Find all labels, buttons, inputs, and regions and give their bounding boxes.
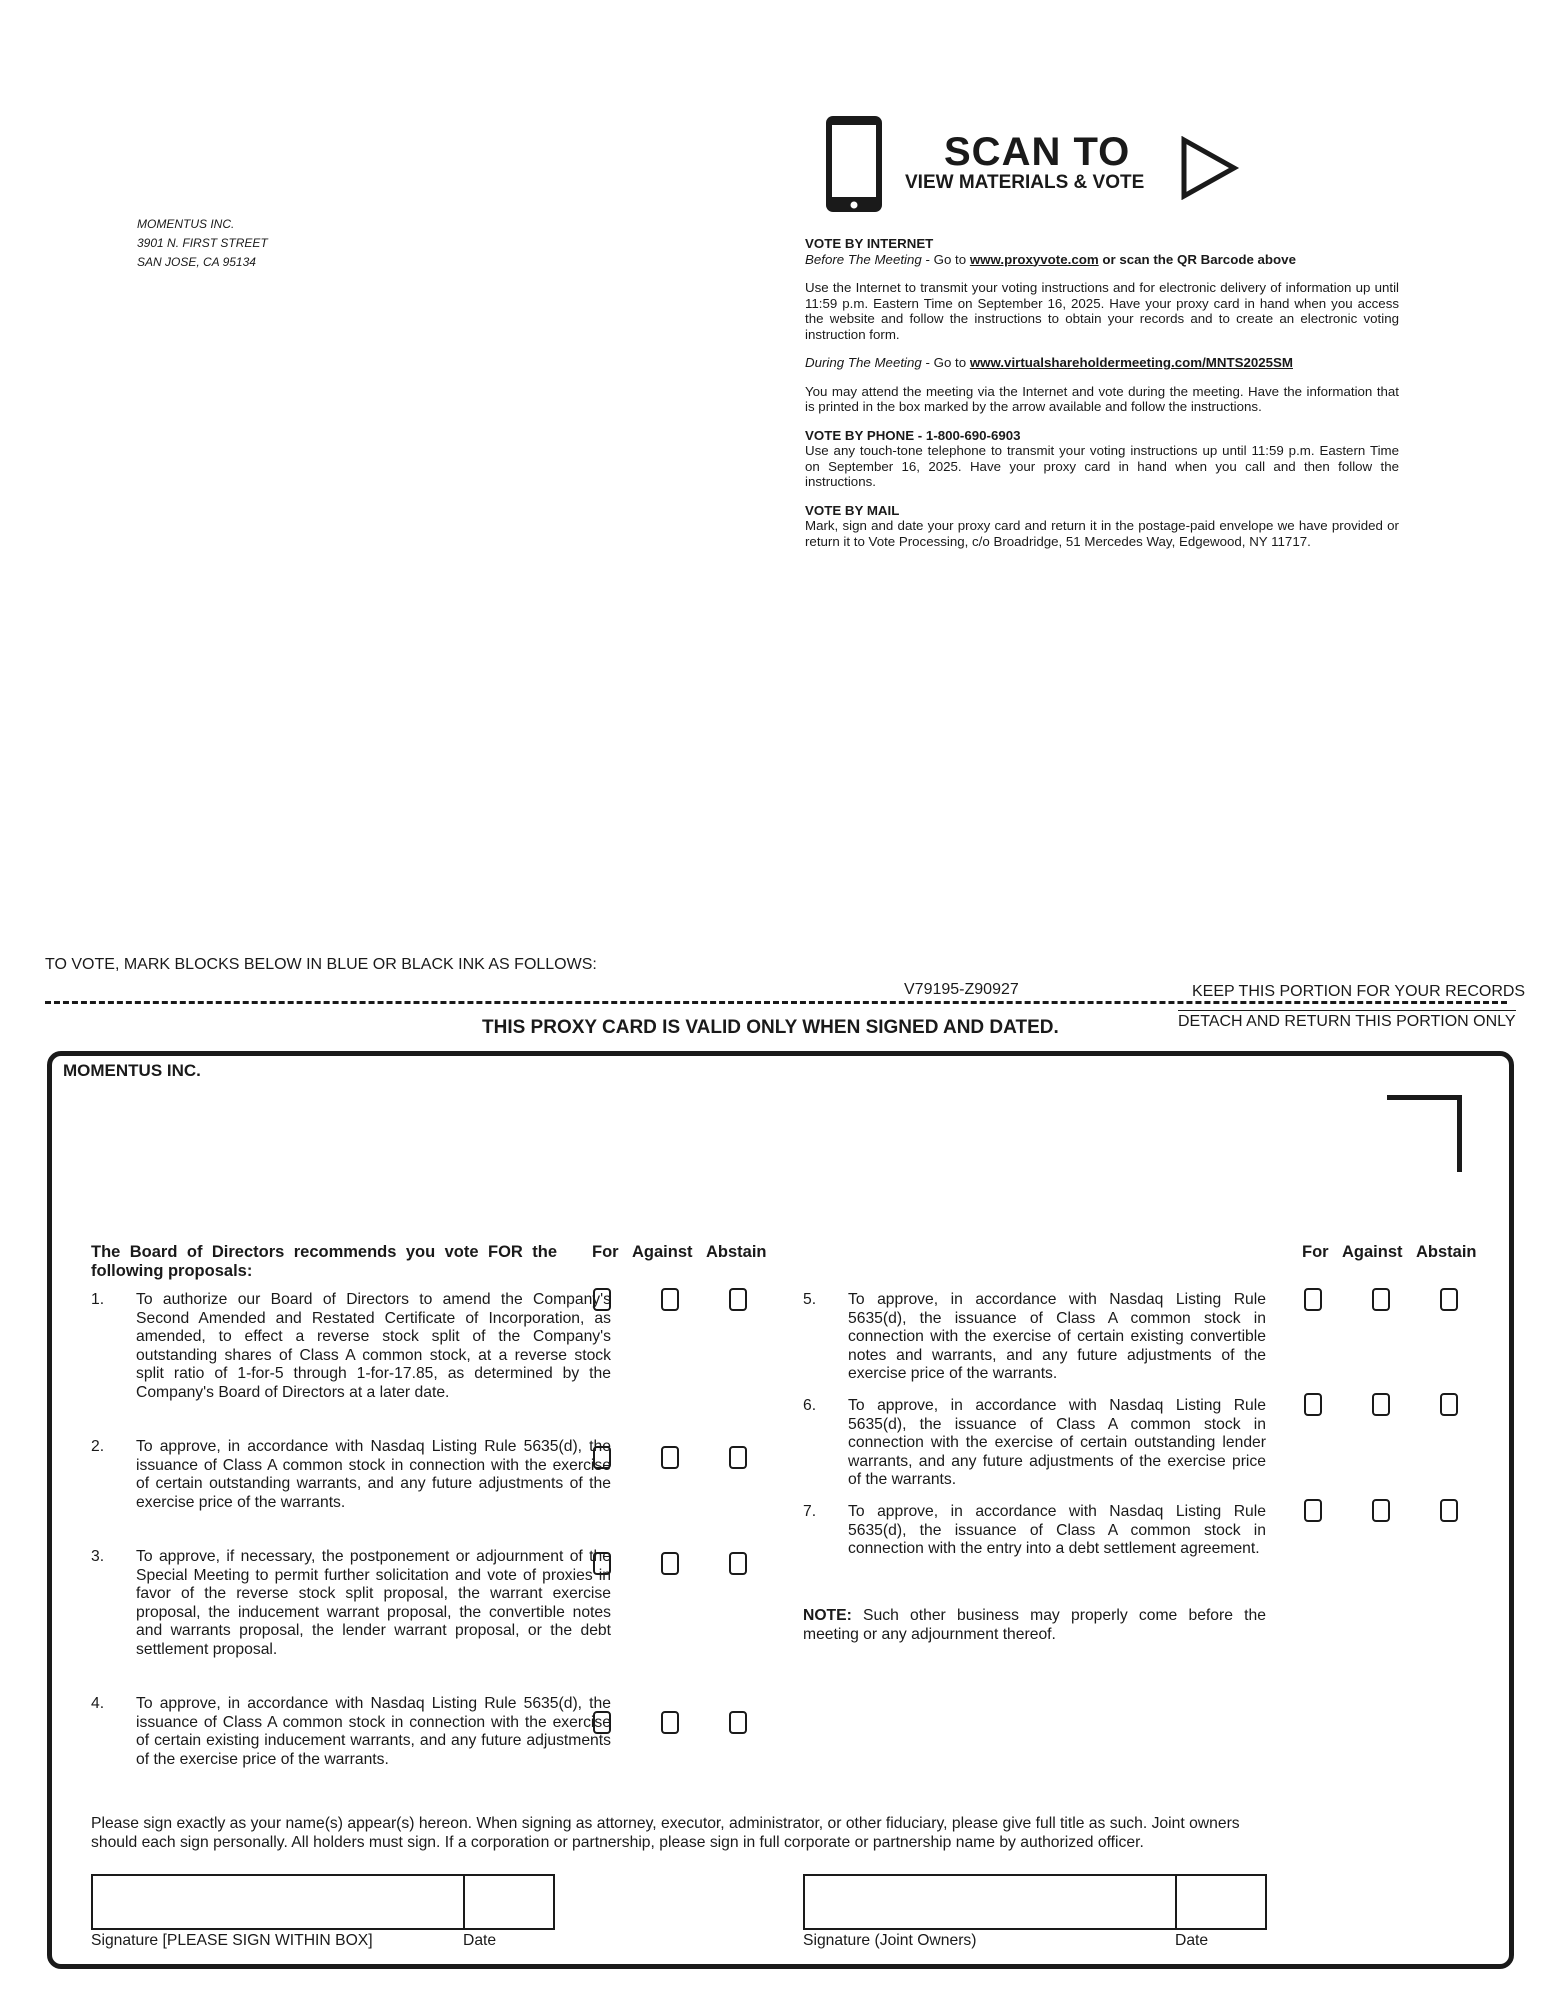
scan-title: SCAN TO [944,130,1131,174]
proposal-2-abstain-checkbox[interactable] [729,1446,747,1469]
detach-portion-text: DETACH AND RETURN THIS PORTION ONLY [1178,1010,1516,1031]
proposal-7 [803,1503,1266,1559]
proxyvote-link[interactable]: www.proxyvote.com [969,251,1099,267]
proposal-2-for-checkbox[interactable] [593,1446,611,1469]
proposal-1-against-checkbox[interactable] [661,1288,679,1311]
return-city: SAN JOSE, CA 95134 [137,255,256,269]
proposal-text: To approve, if necessary, the postponement or adjournment of the Special Meeting to permit further solicitation and vote of proxies in favor of the reverse stock split proposal, the warrant exercise proposal, the inducement warrant proposal, the convertible notes and warrants proposal, the lender warrant proposal, or the debt settlement proposal. [136,1548,611,1658]
proposal-1 [91,1291,611,1402]
vote-internet-heading: VOTE BY INTERNET [805,236,934,251]
proposal-4-for-checkbox[interactable] [593,1711,611,1734]
before-meeting-label: Before The Meeting [805,251,922,267]
col-for-left: For [592,1243,619,1261]
during-meeting-line [805,355,1399,371]
scan-subtitle: VIEW MATERIALS & VOTE [905,172,1145,193]
proposal-3 [91,1548,611,1659]
note-label: NOTE: [803,1607,852,1624]
proposal-text: To approve, in accordance with Nasdaq Listing Rule 5635(d), the issuance of Class A common stock in connection with the exercise of certain existing convertible notes and warrants, and any future adjustments of the exercise price of the warrants. [848,1291,1266,1382]
col-against-right: Against [1342,1243,1403,1261]
joint-signature-box[interactable] [803,1874,1177,1930]
voting-instructions [805,236,1399,549]
proposal-number: 3. [91,1548,105,1565]
board-recommendation: The Board of Directors recommends you vote FOR the following proposals: [91,1243,557,1280]
proposal-5 [803,1291,1266,1384]
mark-instructions: TO VOTE, MARK BLOCKS BELOW IN BLUE OR BLACK INK AS FOLLOWS: [45,956,597,973]
proposal-2-against-checkbox[interactable] [661,1446,679,1469]
card-company: MOMENTUS INC. [63,1061,201,1080]
proposal-number: 4. [91,1695,105,1712]
proposal-number: 7. [803,1503,817,1520]
vote-mail-heading: VOTE BY MAIL [805,502,900,518]
proposal-text: To approve, in accordance with Nasdaq Listing Rule 5635(d), the issuance of Class A common stock in connection with the entry into a debt settlement agreement. [848,1503,1266,1557]
proposal-5-abstain-checkbox[interactable] [1440,1288,1458,1311]
return-street: 3901 N. FIRST STREET [137,236,268,250]
proposal-1-for-checkbox[interactable] [593,1288,611,1311]
return-address [137,215,268,272]
note-text: Such other business may properly come before the meeting or any adjournment thereof. [803,1607,1266,1643]
signature-box[interactable] [91,1874,465,1930]
proposal-2 [91,1438,611,1512]
note [803,1607,1266,1644]
signature-label: Signature [PLEASE SIGN WITHIN BOX] [91,1932,373,1949]
col-abstain-left: Abstain [706,1243,767,1261]
proposal-6-for-checkbox[interactable] [1304,1393,1322,1416]
before-goto: - Go to [921,251,970,267]
proposal-number: 5. [803,1291,817,1308]
col-against-left: Against [632,1243,693,1261]
internet-body: Use the Internet to transmit your voting instructions and for electronic delivery of information up until 11:59 p.m. Eastern Time on September 16, 2025. Have your proxy card in hand when you access the website and follow the instructions to obtain your records and to create an electronic voting instruction form. [805,280,1399,342]
return-company: MOMENTUS INC. [137,217,235,231]
arrow-right-icon [1180,136,1240,200]
proposal-4-against-checkbox[interactable] [661,1711,679,1734]
joint-signature-label: Signature (Joint Owners) [803,1932,977,1949]
proposal-number: 2. [91,1438,105,1455]
detach-dashed-line [45,1001,1507,1004]
proposal-number: 1. [91,1291,105,1308]
keep-portion-text: KEEP THIS PORTION FOR YOUR RECORDS [1192,983,1526,1000]
during-goto: - Go to [921,355,970,370]
proposal-6 [803,1397,1266,1490]
valid-notice: THIS PROXY CARD IS VALID ONLY WHEN SIGNED AND DATED. [482,1017,1059,1038]
proposal-text: To approve, in accordance with Nasdaq Listing Rule 5635(d), the issuance of Class A common stock in connection with the exercise of certain outstanding lender warrants, and any future adjustments of the exercise price of the warrants. [848,1397,1266,1488]
vote-phone-heading: VOTE BY PHONE - 1-800-690-6903 [805,427,1021,443]
joint-date-label: Date [1175,1932,1209,1949]
proposal-text: To authorize our Board of Directors to amend the Company's Second Amended and Restated Certificate of Incorporation, as amended, to effect a reverse stock split of the Company's outstanding shares of Class A common stock, at a reverse stock split ratio of 1-for-5 through 1-for-17.85, as determined by the Company's Board of Directors at a later date. [136,1291,611,1401]
virtual-meeting-link[interactable]: www.virtualshareholdermeeting.com/MNTS2025SM [969,355,1293,370]
proposal-7-against-checkbox[interactable] [1372,1499,1390,1522]
proposal-4-abstain-checkbox[interactable] [729,1711,747,1734]
mail-body: Mark, sign and date your proxy card and return it in the postage-paid envelope we have provided or return it to Vote Processing, c/o Broadridge, 51 Mercedes Way, Edgewood, NY 11717. [805,518,1399,549]
joint-date-box[interactable] [1175,1874,1267,1930]
phone-body: Use any touch-tone telephone to transmit your voting instructions up until 11:59 p.m. Eastern Time on September 16, 2025. Have your proxy card in hand when you call and then follow the instructions. [805,443,1399,489]
proposal-7-abstain-checkbox[interactable] [1440,1499,1458,1522]
proposal-3-against-checkbox[interactable] [661,1552,679,1575]
col-abstain-right: Abstain [1416,1243,1477,1261]
proposal-5-for-checkbox[interactable] [1304,1288,1322,1311]
signature-date-box[interactable] [463,1874,555,1930]
signing-instructions: Please sign exactly as your name(s) appear(s) hereon. When signing as attorney, executor, administrator, or other fiduciary, please give full title as such. Joint owners should each sign personally. All holders must sign. If a corporation or partnership, please sign in full corporate or partnership name by authorized officer. [91,1815,1240,1851]
proposal-4 [91,1695,611,1769]
proposal-1-abstain-checkbox[interactable] [729,1288,747,1311]
proposal-text: To approve, in accordance with Nasdaq Listing Rule 5635(d), the issuance of Class A common stock in connection with the exercise of certain outstanding warrants, and any future adjustments of the exercise price of the warrants. [136,1438,611,1511]
proposal-5-against-checkbox[interactable] [1372,1288,1390,1311]
proposal-3-abstain-checkbox[interactable] [729,1552,747,1575]
proposal-6-against-checkbox[interactable] [1372,1393,1390,1416]
before-tail: or scan the QR Barcode above [1098,251,1296,267]
proposal-6-abstain-checkbox[interactable] [1440,1393,1458,1416]
smartphone-icon [824,114,884,214]
during-body: You may attend the meeting via the Internet and vote during the meeting. Have the information that is printed in the box marked by the arrow available and follow the instructions. [805,383,1399,414]
before-meeting-line [805,252,1399,268]
during-meeting-label: During The Meeting [805,355,922,370]
proposal-text: To approve, in accordance with Nasdaq Listing Rule 5635(d), the issuance of Class A common stock in connection with the exercise of certain existing inducement warrants, and any future adjustments of the exercise price of the warrants. [136,1695,611,1768]
proposal-number: 6. [803,1397,817,1414]
col-for-right: For [1302,1243,1329,1261]
date-label: Date [463,1932,497,1949]
proposal-3-for-checkbox[interactable] [593,1552,611,1575]
control-code: V79195-Z90927 [904,981,1019,998]
corner-mark [1387,1095,1462,1172]
proposal-7-for-checkbox[interactable] [1304,1499,1322,1522]
